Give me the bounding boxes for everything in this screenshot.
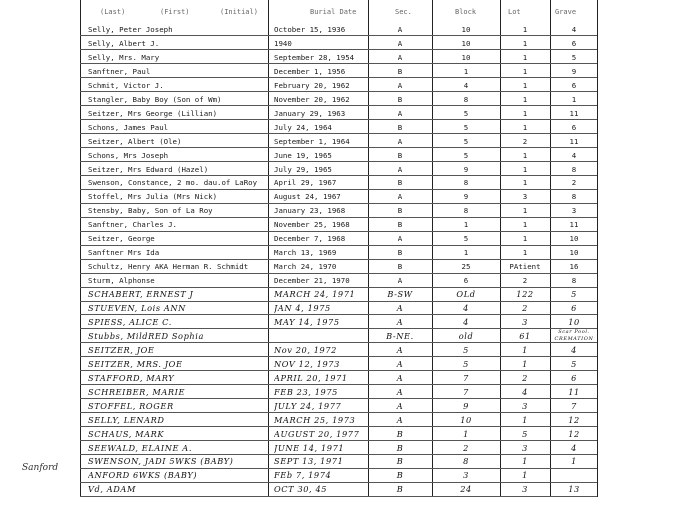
cell-grave: 6 [571,122,577,132]
cell-sec: A [396,400,404,411]
cell-grave: 11 [569,108,579,118]
cell-block: 7 [463,386,469,397]
cell-date: December 21, 1970 [274,276,350,286]
cell-name: SEITZER, MRS. JOE [88,358,183,369]
cell-lot: 2 [522,136,528,146]
header-initial: (Initial) [220,8,258,16]
cell-name: Selly, Albert J. [88,38,160,48]
cell-sec: A [397,164,403,174]
cell-grave: 4 [571,344,577,355]
cell-date: FEb 7, 1974 [274,470,332,481]
cell-grave: 2 [571,178,577,188]
cell-lot: 61 [519,330,531,341]
cell-sec: A [397,80,403,90]
cell-grave: 12 [568,428,580,439]
cell-block: 10 [461,38,471,48]
cell-sec: A [396,358,404,369]
cell-date: MARCH 24, 1971 [274,289,356,300]
cell-grave: 16 [569,262,579,272]
cell-block: 10 [461,25,471,34]
cell-block: 25 [461,262,471,272]
cell-sec: B [397,178,403,188]
cell-grave: 3 [571,206,577,216]
cell-block: 9 [463,164,469,174]
cell-date: MARCH 25, 1973 [274,414,356,425]
cell-date: JAN 4, 1975 [274,303,331,313]
cell-date: Nov 20, 1972 [274,344,337,355]
cell-name: Stubbs, MildRED Sophia [88,330,204,341]
cell-block: 10 [461,52,471,62]
cell-name: Sanftner Mrs Ida [88,248,160,258]
cell-lot: 1 [522,150,528,160]
column-headers [80,2,600,16]
cell-date: February 20, 1962 [274,80,350,90]
cell-grave: 1 [571,94,577,104]
cell-date: August 24, 1967 [274,192,341,202]
cell-sec: B [397,206,403,216]
row-rule [80,496,597,497]
cell-lot: 1 [522,470,528,481]
cell-sec: B [396,456,404,467]
cell-date: MAY 14, 1975 [274,316,340,327]
cell-grave: 6 [571,38,577,48]
cell-name: SELLY, LENARD [88,414,165,425]
cell-grave: 5 [571,358,577,369]
cell-block: 4 [463,316,469,327]
cell-block: 4 [463,303,469,313]
cell-date: NOV 12, 1973 [274,358,340,369]
cell-block: 24 [460,484,472,495]
cell-lot: 1 [522,122,528,132]
header-first: (First) [160,8,190,16]
cell-lot: 3 [522,400,528,411]
cell-sec: B [397,122,403,132]
cell-lot: 1 [522,456,528,467]
cell-date: March 13, 1969 [274,248,337,258]
cell-date: December 1, 1956 [274,66,346,76]
cell-name: STOFFEL, ROGER [88,400,174,411]
cell-sec: B [396,484,404,495]
header-burial-date: Burial Date [310,8,357,16]
cell-name: Selly, Peter Joseph [88,25,173,34]
cell-date: AUGUST 20, 1977 [274,428,360,439]
cell-name: Schons, Mrs Joseph [88,150,169,160]
cell-lot: 3 [522,484,528,495]
cell-grave: 10 [569,248,579,258]
cell-date: December 7, 1968 [274,234,346,244]
cell-sec: B [397,94,403,104]
cell-block: 6 [463,276,469,286]
cell-name: Schons, James Paul [88,122,169,132]
cell-name: Stoffel, Mrs Julia (Mrs Nick) [88,192,218,202]
cell-lot: 1 [522,25,528,34]
cell-date: March 24, 1970 [274,262,337,272]
cell-sec: B [397,220,403,230]
cell-sec: B-NE. [386,330,414,341]
cell-lot: 5 [522,428,528,439]
cell-grave: 12 [568,414,580,425]
margin-note: Sanford [22,463,59,473]
header-sec: Sec. [395,8,412,16]
cell-block: 1 [463,428,469,439]
cell-block: 8 [463,178,469,188]
cell-block: 5 [463,150,469,160]
cell-grave: 8 [571,192,577,202]
cell-date: November 25, 1968 [274,220,350,230]
cell-block: 10 [460,414,472,425]
cell-name: Seitzer, George [88,234,155,244]
cell-date: September 1, 1964 [274,136,350,146]
cell-grave: 11 [568,386,580,397]
cell-block: 5 [463,234,469,244]
cell-date: SEPT 13, 1971 [274,456,344,467]
cell-lot: 3 [522,442,528,453]
cell-name: STUEVEN, Lois ANN [88,303,186,313]
cell-name: Stangler, Baby Boy (Son of Wm) [88,94,222,104]
cell-lot: 1 [522,94,528,104]
cell-grave: 10 [569,234,579,244]
cell-sec: A [397,25,403,34]
cell-sec: A [397,192,403,202]
cell-date: January 23, 1968 [274,206,346,216]
cell-name: SPIESS, ALICE C. [88,316,172,327]
cell-sec: A [396,316,404,327]
cell-lot: PAtient [509,262,541,272]
cell-name: Sanftner, Paul [88,66,151,76]
cell-name: SEEWALD, ELAINE A. [88,442,193,453]
cell-name: SCHREIBER, MARIE [88,386,186,397]
cell-grave: 5 [571,289,577,300]
header-block: Block [455,8,477,16]
header-grave: Grave [555,8,577,16]
cell-block: 8 [463,206,469,216]
cell-lot: 1 [522,414,528,425]
cell-grave: 10 [568,316,580,327]
cell-grave: 6 [571,372,577,383]
cell-grave: 6 [571,80,577,90]
cell-block: 1 [463,220,469,230]
cell-sec: A [396,303,404,313]
cell-name: SCHAUS, MARK [88,428,165,439]
cell-block: 1 [463,248,469,258]
cell-name: Seitzer, Mrs George (Lillian) [88,108,218,118]
cell-date: November 20, 1962 [274,94,350,104]
cell-sec: B [396,470,404,481]
cell-lot: 1 [522,178,528,188]
cell-name: SEITZER, JOE [88,344,155,355]
cell-grave: 13 [568,484,580,495]
cell-date: FEB 23, 1975 [274,386,338,397]
cell-block: 4 [463,80,469,90]
cell-lot: 3 [522,316,528,327]
cell-block: old [458,330,474,341]
cell-grave: 8 [571,164,577,174]
cell-grave: 11 [569,220,579,230]
cell-block: 8 [463,456,469,467]
cell-sec: A [396,414,404,425]
cell-date: July 24, 1964 [274,122,332,132]
cell-date: JUNE 14, 1971 [274,442,345,453]
cell-name: Schmit, Victor J. [88,80,164,90]
cell-name: Swenson, Constance, 2 mo. dau.of LaRoy [88,178,258,188]
cell-lot: 1 [522,344,528,355]
cell-lot: 2 [522,372,528,383]
cell-lot: 1 [522,220,528,230]
cell-date: APRIL 20, 1971 [274,372,348,383]
cell-sec: B [397,262,403,272]
cell-lot: 1 [522,358,528,369]
cell-lot: 1 [522,234,528,244]
cell-grave: 6 [571,303,577,313]
cell-grave: 1 [571,456,577,467]
cell-lot: 3 [522,192,528,202]
cell-sec: B [396,428,404,439]
cell-block: 9 [463,400,469,411]
cell-date: June 19, 1965 [274,150,332,160]
cell-date: April 29, 1967 [274,178,337,188]
cell-name: Stensby, Baby, Son of La Roy [88,206,213,216]
cell-name: Sanftner, Charles J. [88,220,177,230]
cell-name: Vd, ADAM [88,484,136,495]
cell-sec: B [396,442,404,453]
cell-lot: 1 [522,66,528,76]
cell-lot: 1 [522,164,528,174]
cell-block: 8 [463,94,469,104]
cell-sec: A [397,38,403,48]
cell-name: STAFFORD, MARY [88,372,175,383]
cell-date: JULY 24, 1977 [274,400,342,411]
cell-name: ANFORD 6WKS (BABY) [88,470,198,481]
cell-date: July 29, 1965 [274,164,332,174]
cell-sec: A [396,344,404,355]
cell-sec: A [396,386,404,397]
cell-block: 5 [463,136,469,146]
cell-lot: 1 [522,52,528,62]
cell-sec: B-SW [387,289,413,300]
cell-block: 5 [463,122,469,132]
cell-lot: 4 [522,386,528,397]
cell-name: Seitzer, Albert (Ole) [88,136,182,146]
cell-lot: 1 [522,206,528,216]
cell-sec: B [397,66,403,76]
cell-date: January 29, 1963 [274,108,346,118]
cell-sec: A [397,234,403,244]
cell-sec: A [397,136,403,146]
header-lot: Lot [508,8,521,16]
cell-lot: 1 [522,80,528,90]
cell-sec: B [397,150,403,160]
cell-name: SCHABERT, ERNEST J [88,289,194,300]
cell-grave: Scar Pool. CREMATION [554,328,594,342]
cell-lot: 122 [516,289,534,300]
cell-name: Schultz, Henry AKA Herman R. Schmidt [88,262,249,272]
cell-lot: 2 [522,303,528,313]
cell-sec: B [397,248,403,258]
cell-date: 1940 [274,38,292,48]
cell-block: 5 [463,358,469,369]
cell-name: Seitzer, Mrs Edward (Hazel) [88,164,209,174]
cell-lot: 1 [522,108,528,118]
header-last: (Last) [100,8,126,16]
cell-date: OCT 30, 45 [274,484,328,495]
cell-grave: 4 [571,25,577,34]
cell-sec: A [397,52,403,62]
cell-block: 7 [463,372,469,383]
cell-sec: A [396,372,404,383]
cell-grave: 4 [571,442,577,453]
cell-grave: 8 [571,276,577,286]
cell-date: October 15, 1936 [274,25,346,34]
cell-block: 2 [463,442,469,453]
cell-block: 9 [463,192,469,202]
cell-name: SWENSON, JADI 5WKS (BABY) [88,456,234,467]
cell-grave: 11 [569,136,579,146]
cell-grave: 4 [571,150,577,160]
cell-block: 1 [463,66,469,76]
cell-block: OLd [456,289,476,300]
cell-name: Sturm, Alphonse [88,276,155,286]
cell-lot: 1 [522,248,528,258]
cell-lot: 2 [522,276,528,286]
cell-block: 5 [463,344,469,355]
cell-lot: 1 [522,38,528,48]
cell-block: 3 [463,470,469,481]
cell-sec: A [397,108,403,118]
cell-grave: 9 [571,66,577,76]
cell-block: 5 [463,108,469,118]
cell-sec: A [397,276,403,286]
cell-name: Selly, Mrs. Mary [88,52,160,62]
cell-grave: 5 [571,52,577,62]
cell-date: September 28, 1954 [274,52,355,62]
cell-grave: 7 [571,400,577,411]
